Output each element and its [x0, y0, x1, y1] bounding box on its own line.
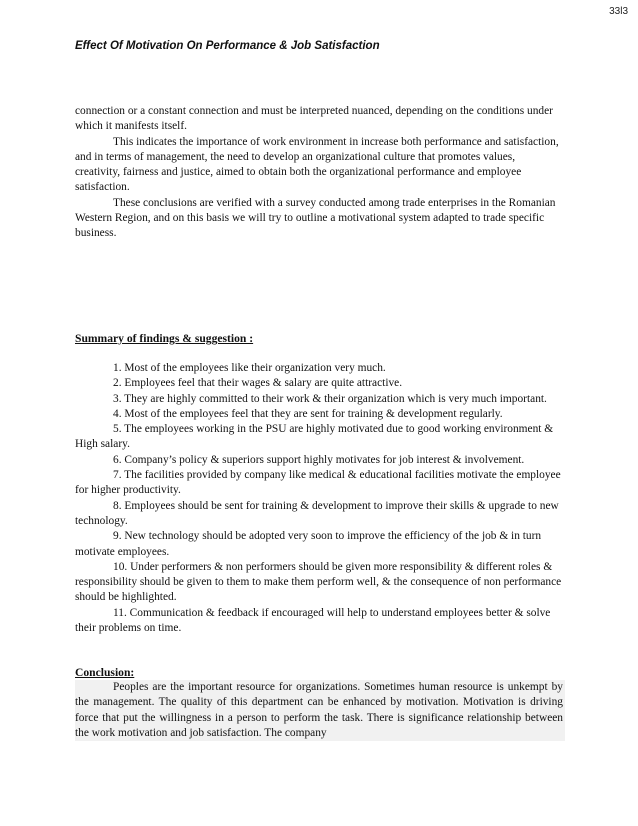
page-number: 33l3 [609, 6, 628, 17]
list-item: 10. Under performers & non performers should be given more responsibility & different roles & responsibility should be given to them to make them perform well, & the consequence of non performance should be highlighted. [75, 560, 562, 604]
list-item: 7. The facilities provided by company like medical & educational facilities motivate the employee for higher productivity. [75, 469, 561, 497]
intro-text [75, 104, 563, 242]
list-item: 1. Most of the employees like their organization very much. [113, 362, 386, 374]
list-item: 8. Employees should be sent for training & development to improve their skills & upgrade to new technology. [75, 499, 559, 527]
running-header: Effect Of Motivation On Performance & Job Satisfaction [75, 40, 380, 52]
summary-heading: Summary of findings & suggestion : [75, 332, 254, 345]
findings-list [75, 361, 563, 636]
list-item: 5. The employees working in the PSU are highly motivated due to good working environment & High salary. [75, 423, 554, 451]
list-item: 6. Company’s policy & superiors support highly motivates for job interest & involvement. [113, 453, 525, 466]
conclusion-paragraph: Peoples are the important resource for organizations. Sometimes human resource is unkempt by the management. The quality of this department can be enhanced by motivation. Motivation is driving force that put the willingness in a person to perform the task. There is significance relationship between the work motivation and job satisfaction. The company [75, 681, 563, 739]
intro-paragraph: connection or a constant connection and must be interpreted nuanced, depending on the conditions under which it manifests itself. [75, 105, 553, 133]
list-item: 9. New technology should be adopted very soon to improve the efficiency of the job & in turn motivate employees. [75, 530, 542, 558]
intro-paragraph: These conclusions are verified with a survey conducted among trade enterprises in the Romanian Western Region, and on this basis we will try to outline a motivational system adapted to trade specific business. [75, 196, 556, 240]
intro-paragraph: This indicates the importance of work environment in increase both performance and satisfaction, and in terms of management, the need to develop an organizational culture that promotes values, creativity, fairness and justice, aimed to obtain both the organizational performance and employee satisfaction. [75, 135, 559, 194]
list-item: 11. Communication & feedback if encouraged will help to understand employees better & solve their problems on time. [75, 606, 551, 635]
list-item: 4. Most of the employees feel that they are sent for training & development regularly. [113, 407, 503, 420]
list-item: 3. They are highly committed to their work & their organization which is very much important. [113, 392, 547, 405]
list-item: 2. Employees feel that their wages & salary are quite attractive. [113, 377, 403, 390]
conclusion-body [75, 680, 565, 741]
conclusion-heading: Conclusion: [75, 666, 135, 679]
